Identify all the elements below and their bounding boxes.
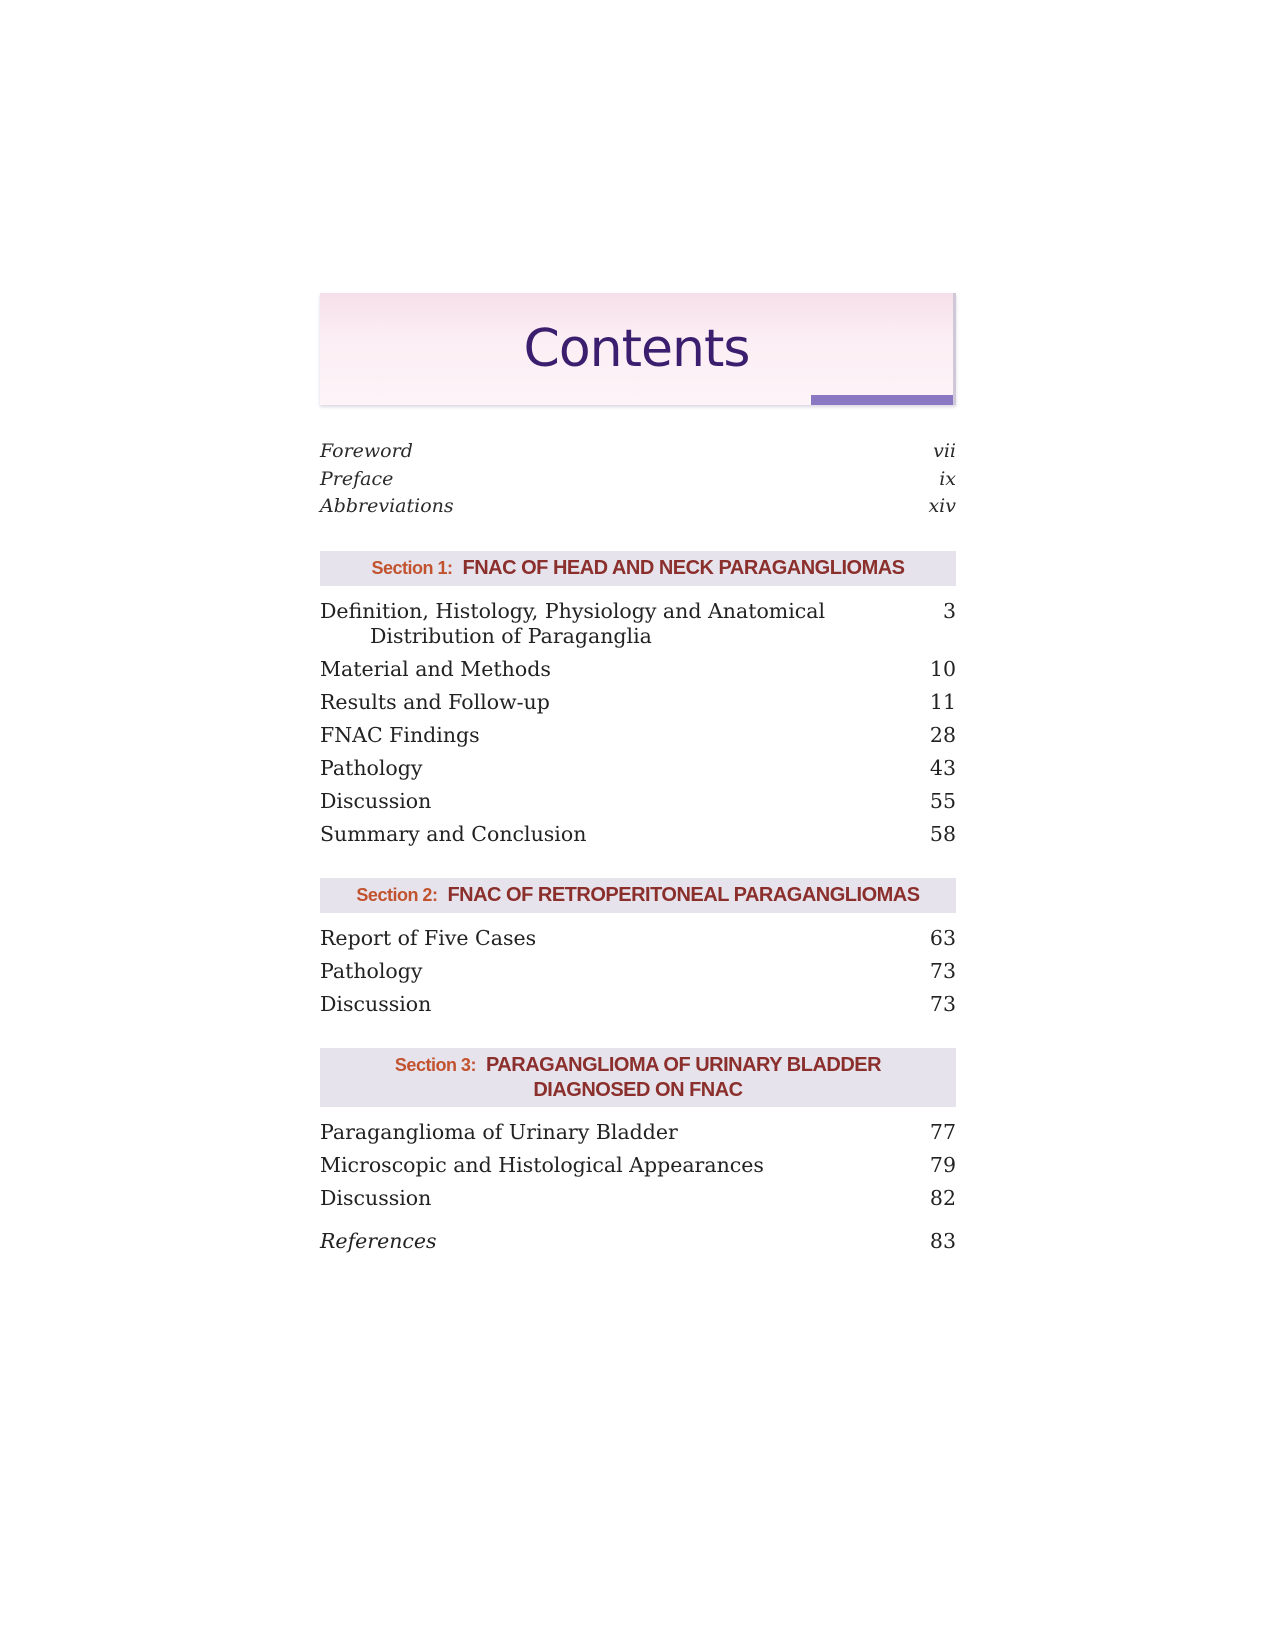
entry-page: ix [939, 467, 956, 490]
entry-title: Preface [320, 467, 394, 490]
entry-page: 83 [929, 1228, 956, 1253]
toc-entry-references[interactable] [320, 1229, 956, 1254]
entry-title: FNAC Findings [320, 722, 480, 747]
entry-title: Abbreviations [320, 495, 454, 517]
toc-entry[interactable] [320, 959, 956, 984]
entry-page: 55 [929, 788, 956, 813]
toc-entry-preface[interactable] [320, 466, 956, 494]
entry-title: Results and Follow-up [320, 689, 550, 714]
entry-title: Discussion [320, 991, 432, 1016]
entry-title: Microscopic and Histological Appearances [320, 1152, 764, 1177]
entry-page: 28 [929, 722, 956, 747]
section-3-entries [320, 1120, 956, 1211]
toc-entry[interactable] [320, 992, 956, 1017]
toc-entry[interactable] [320, 789, 956, 814]
section-1-entries [320, 599, 956, 847]
toc-entry-foreword[interactable] [320, 438, 956, 466]
contents-page [320, 293, 956, 1254]
references-block [320, 1229, 956, 1254]
entry-title: Paraganglioma of Urinary Bladder [320, 1119, 678, 1144]
toc-entry[interactable] [320, 1186, 956, 1211]
entry-page: 82 [929, 1185, 956, 1210]
entry-title: Foreword [320, 440, 413, 462]
front-matter [320, 438, 956, 521]
entry-title: Report of Five Cases [320, 925, 537, 950]
entry-page: 73 [929, 958, 956, 983]
entry-page: xiv [928, 495, 956, 517]
entry-page: 58 [929, 821, 956, 846]
entry-title-line-1: Definition, Histology, Physiology and Anatomical [320, 598, 826, 623]
section-title: FNAC OF HEAD AND NECK PARAGANGLIOMAS [462, 556, 905, 579]
toc-entry[interactable] [320, 657, 956, 682]
entry-page: 63 [929, 925, 956, 950]
toc-entry[interactable] [320, 599, 956, 649]
title-banner [320, 293, 956, 405]
entry-title: Discussion [320, 1185, 432, 1210]
toc-entry[interactable] [320, 822, 956, 847]
toc-entry[interactable] [320, 723, 956, 748]
toc-entry-abbreviations[interactable] [320, 493, 956, 521]
section-label: Section 2: [356, 884, 438, 905]
toc-entry[interactable] [320, 756, 956, 781]
section-label: Section 1: [371, 557, 453, 578]
entry-title: Discussion [320, 788, 432, 813]
entry-title [320, 599, 845, 649]
entry-title-line-2: Distribution of Paraganglia [370, 623, 652, 648]
entry-page: 3 [942, 598, 956, 623]
toc-entry[interactable] [320, 926, 956, 951]
entry-title: Pathology [320, 755, 423, 780]
entry-page: vii [933, 440, 956, 462]
entry-title: References [320, 1228, 437, 1253]
entry-page: 77 [929, 1119, 956, 1144]
section-label: Section 3: [394, 1054, 476, 1075]
entry-page: 79 [929, 1152, 956, 1177]
page-title: Contents [523, 319, 750, 379]
entry-title: Material and Methods [320, 656, 551, 681]
toc-entry[interactable] [320, 1120, 956, 1145]
entry-page: 10 [929, 656, 956, 681]
toc-entry[interactable] [320, 1153, 956, 1178]
section-title: FNAC OF RETROPERITONEAL PARAGANGLIOMAS [447, 883, 920, 906]
section-header-2 [320, 878, 956, 913]
section-header-3 [320, 1048, 956, 1107]
title-accent-bar [811, 395, 953, 405]
entry-title: Pathology [320, 958, 423, 983]
section-title: PARAGANGLIOMA OF URINARY BLADDER [485, 1053, 882, 1076]
section-2-entries [320, 926, 956, 1017]
section-title-line-2: DIAGNOSED ON FNAC [533, 1078, 743, 1101]
entry-page: 43 [929, 755, 956, 780]
section-header-1 [320, 551, 956, 586]
entry-page: 73 [929, 991, 956, 1016]
entry-title: Summary and Conclusion [320, 821, 587, 846]
toc-entry[interactable] [320, 690, 956, 715]
entry-page: 11 [929, 689, 956, 714]
